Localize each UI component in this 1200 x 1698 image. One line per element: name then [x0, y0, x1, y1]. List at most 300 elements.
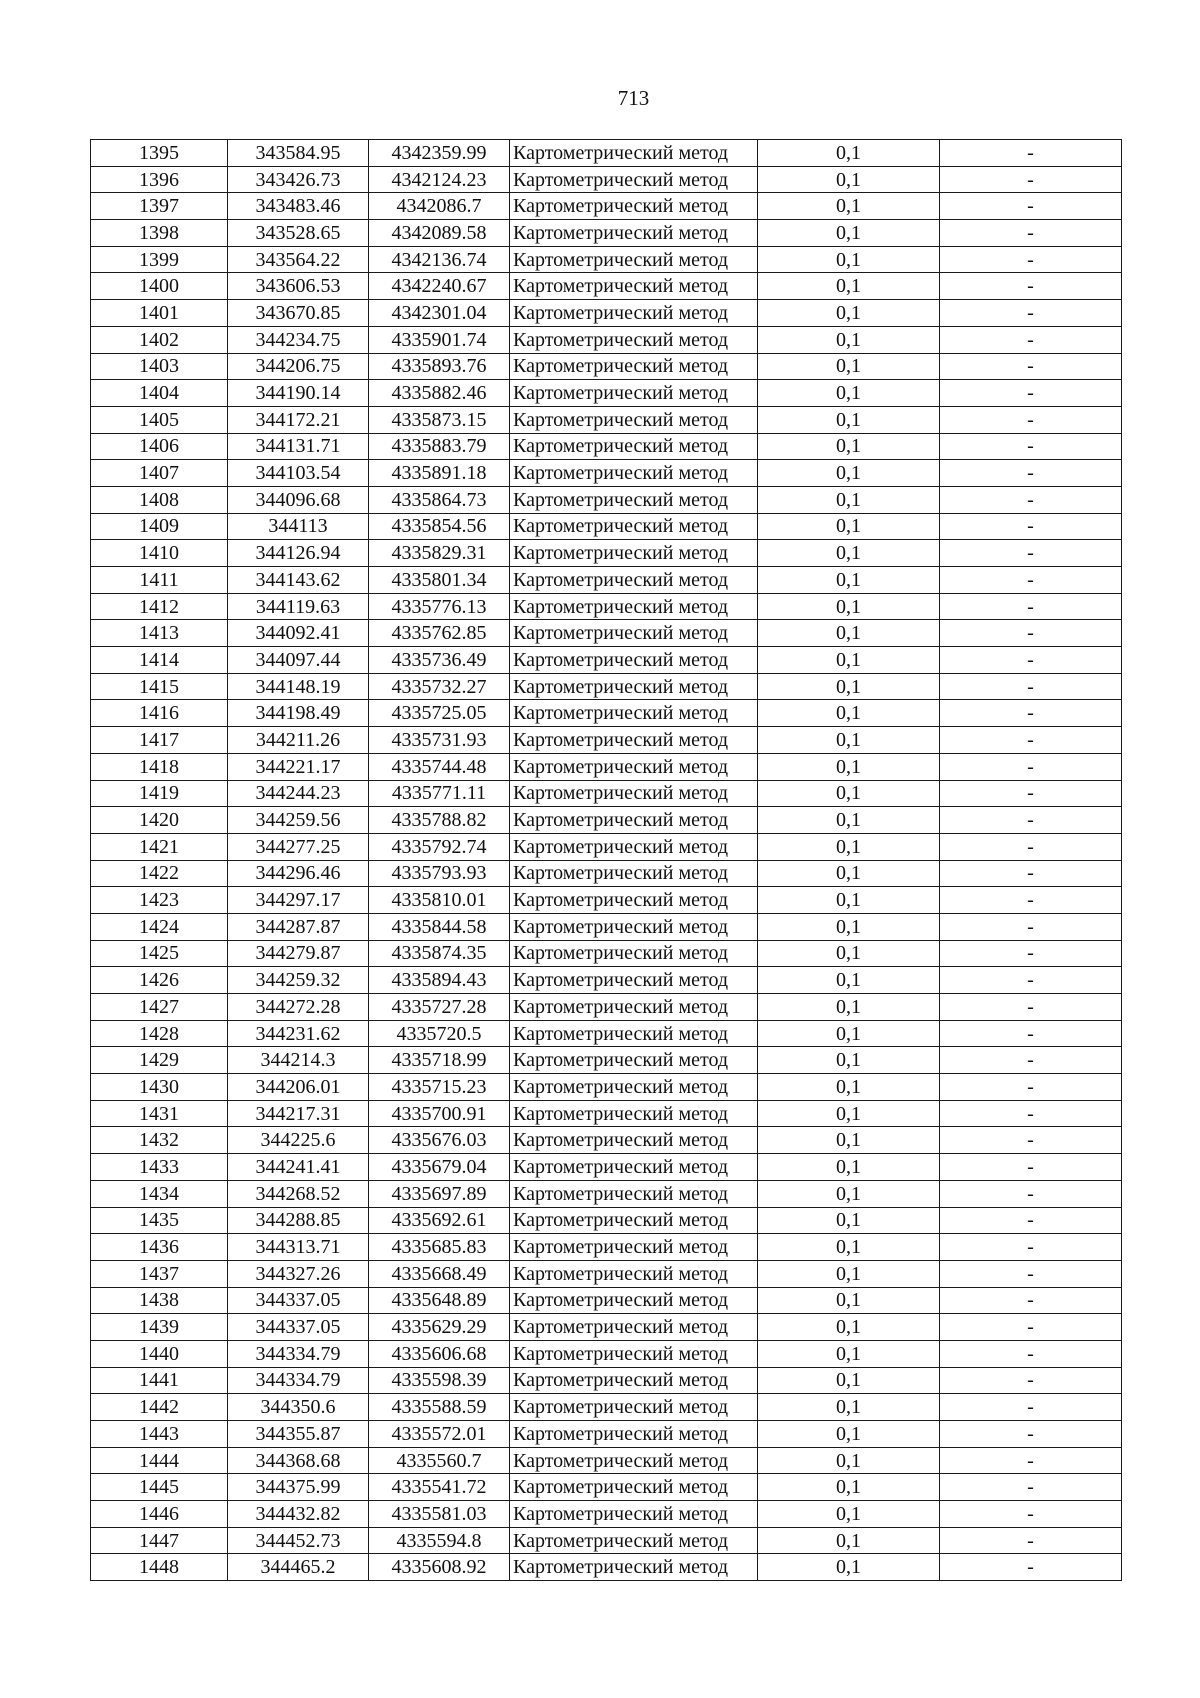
accuracy-cell: 0,1	[758, 860, 940, 887]
table-row	[91, 1367, 1122, 1394]
note-cell: -	[940, 1100, 1122, 1127]
table-row	[91, 967, 1122, 994]
note-cell: -	[940, 433, 1122, 460]
note-cell: -	[940, 780, 1122, 807]
point-number-cell: 1427	[91, 994, 228, 1021]
y-coordinate-cell: 4335891.18	[369, 460, 510, 487]
accuracy-cell: 0,1	[758, 326, 940, 353]
table-row	[91, 620, 1122, 647]
table-row	[91, 647, 1122, 674]
note-cell: -	[940, 727, 1122, 754]
y-coordinate-cell: 4335541.72	[369, 1474, 510, 1501]
point-number-cell: 1444	[91, 1447, 228, 1474]
point-number-cell: 1433	[91, 1154, 228, 1181]
note-cell: -	[940, 1340, 1122, 1367]
accuracy-cell: 0,1	[758, 246, 940, 273]
x-coordinate-cell: 344368.68	[228, 1447, 369, 1474]
table-row	[91, 1394, 1122, 1421]
y-coordinate-cell: 4335883.79	[369, 433, 510, 460]
y-coordinate-cell: 4335572.01	[369, 1421, 510, 1448]
table-row	[91, 1154, 1122, 1181]
note-cell: -	[940, 1154, 1122, 1181]
point-number-cell: 1424	[91, 913, 228, 940]
point-number-cell: 1445	[91, 1474, 228, 1501]
table-row	[91, 1074, 1122, 1101]
note-cell: -	[940, 647, 1122, 674]
x-coordinate-cell: 344113	[228, 513, 369, 540]
note-cell: -	[940, 1367, 1122, 1394]
method-cell: Картометрический метод	[510, 460, 758, 487]
point-number-cell: 1438	[91, 1287, 228, 1314]
table-row	[91, 1234, 1122, 1261]
x-coordinate-cell: 344297.17	[228, 887, 369, 914]
method-cell: Картометрический метод	[510, 1287, 758, 1314]
x-coordinate-cell: 343528.65	[228, 220, 369, 247]
table-row	[91, 833, 1122, 860]
accuracy-cell: 0,1	[758, 406, 940, 433]
method-cell: Картометрический метод	[510, 940, 758, 967]
y-coordinate-cell: 4342086.7	[369, 193, 510, 220]
y-coordinate-cell: 4335718.99	[369, 1047, 510, 1074]
table-row	[91, 1287, 1122, 1314]
method-cell: Картометрический метод	[510, 647, 758, 674]
note-cell: -	[940, 513, 1122, 540]
y-coordinate-cell: 4342359.99	[369, 140, 510, 167]
x-coordinate-cell: 344277.25	[228, 833, 369, 860]
point-number-cell: 1420	[91, 807, 228, 834]
method-cell: Картометрический метод	[510, 780, 758, 807]
accuracy-cell: 0,1	[758, 753, 940, 780]
x-coordinate-cell: 344350.6	[228, 1394, 369, 1421]
table-row	[91, 1260, 1122, 1287]
table-row	[91, 807, 1122, 834]
accuracy-cell: 0,1	[758, 780, 940, 807]
accuracy-cell: 0,1	[758, 140, 940, 167]
table-row	[91, 1527, 1122, 1554]
method-cell: Картометрический метод	[510, 1020, 758, 1047]
accuracy-cell: 0,1	[758, 620, 940, 647]
method-cell: Картометрический метод	[510, 540, 758, 567]
y-coordinate-cell: 4335727.28	[369, 994, 510, 1021]
accuracy-cell: 0,1	[758, 940, 940, 967]
accuracy-cell: 0,1	[758, 1234, 940, 1261]
table-row	[91, 1314, 1122, 1341]
x-coordinate-cell: 344296.46	[228, 860, 369, 887]
y-coordinate-cell: 4335606.68	[369, 1340, 510, 1367]
point-number-cell: 1443	[91, 1421, 228, 1448]
table-row	[91, 567, 1122, 594]
point-number-cell: 1442	[91, 1394, 228, 1421]
note-cell: -	[940, 1207, 1122, 1234]
accuracy-cell: 0,1	[758, 1260, 940, 1287]
table-row	[91, 1020, 1122, 1047]
y-coordinate-cell: 4335776.13	[369, 593, 510, 620]
point-number-cell: 1404	[91, 380, 228, 407]
note-cell: -	[940, 1127, 1122, 1154]
note-cell: -	[940, 1260, 1122, 1287]
table-row	[91, 1447, 1122, 1474]
method-cell: Картометрический метод	[510, 1154, 758, 1181]
table-row	[91, 1340, 1122, 1367]
table-row	[91, 406, 1122, 433]
x-coordinate-cell: 343670.85	[228, 300, 369, 327]
y-coordinate-cell: 4335594.8	[369, 1527, 510, 1554]
table-row	[91, 380, 1122, 407]
table-row	[91, 994, 1122, 1021]
x-coordinate-cell: 344234.75	[228, 326, 369, 353]
y-coordinate-cell: 4335629.29	[369, 1314, 510, 1341]
accuracy-cell: 0,1	[758, 647, 940, 674]
point-number-cell: 1441	[91, 1367, 228, 1394]
x-coordinate-cell: 344334.79	[228, 1367, 369, 1394]
x-coordinate-cell: 344103.54	[228, 460, 369, 487]
accuracy-cell: 0,1	[758, 486, 940, 513]
method-cell: Картометрический метод	[510, 1234, 758, 1261]
y-coordinate-cell: 4335874.35	[369, 940, 510, 967]
accuracy-cell: 0,1	[758, 1207, 940, 1234]
y-coordinate-cell: 4335793.93	[369, 860, 510, 887]
method-cell: Картометрический метод	[510, 1554, 758, 1581]
point-number-cell: 1447	[91, 1527, 228, 1554]
note-cell: -	[940, 246, 1122, 273]
accuracy-cell: 0,1	[758, 460, 940, 487]
accuracy-cell: 0,1	[758, 380, 940, 407]
accuracy-cell: 0,1	[758, 967, 940, 994]
accuracy-cell: 0,1	[758, 1314, 940, 1341]
note-cell: -	[940, 1180, 1122, 1207]
method-cell: Картометрический метод	[510, 807, 758, 834]
y-coordinate-cell: 4335676.03	[369, 1127, 510, 1154]
x-coordinate-cell: 344334.79	[228, 1340, 369, 1367]
table-row	[91, 1100, 1122, 1127]
table-row	[91, 140, 1122, 167]
method-cell: Картометрический метод	[510, 727, 758, 754]
table-row	[91, 1421, 1122, 1448]
point-number-cell: 1423	[91, 887, 228, 914]
accuracy-cell: 0,1	[758, 513, 940, 540]
note-cell: -	[940, 1314, 1122, 1341]
y-coordinate-cell: 4335810.01	[369, 887, 510, 914]
x-coordinate-cell: 344148.19	[228, 673, 369, 700]
table-row	[91, 673, 1122, 700]
method-cell: Картометрический метод	[510, 1394, 758, 1421]
note-cell: -	[940, 1234, 1122, 1261]
note-cell: -	[940, 486, 1122, 513]
table-row	[91, 727, 1122, 754]
y-coordinate-cell: 4335700.91	[369, 1100, 510, 1127]
method-cell: Картометрический метод	[510, 1047, 758, 1074]
point-number-cell: 1396	[91, 166, 228, 193]
x-coordinate-cell: 344143.62	[228, 567, 369, 594]
accuracy-cell: 0,1	[758, 1447, 940, 1474]
accuracy-cell: 0,1	[758, 273, 940, 300]
x-coordinate-cell: 343584.95	[228, 140, 369, 167]
y-coordinate-cell: 4335882.46	[369, 380, 510, 407]
method-cell: Картометрический метод	[510, 1207, 758, 1234]
table-row	[91, 780, 1122, 807]
table-row	[91, 1207, 1122, 1234]
y-coordinate-cell: 4335901.74	[369, 326, 510, 353]
y-coordinate-cell: 4335715.23	[369, 1074, 510, 1101]
x-coordinate-cell: 343564.22	[228, 246, 369, 273]
x-coordinate-cell: 344131.71	[228, 433, 369, 460]
point-number-cell: 1409	[91, 513, 228, 540]
method-cell: Картометрический метод	[510, 1501, 758, 1528]
point-number-cell: 1448	[91, 1554, 228, 1581]
note-cell: -	[940, 140, 1122, 167]
accuracy-cell: 0,1	[758, 1127, 940, 1154]
x-coordinate-cell: 344279.87	[228, 940, 369, 967]
point-number-cell: 1403	[91, 353, 228, 380]
method-cell: Картометрический метод	[510, 913, 758, 940]
x-coordinate-cell: 344211.26	[228, 727, 369, 754]
point-number-cell: 1413	[91, 620, 228, 647]
note-cell: -	[940, 1287, 1122, 1314]
y-coordinate-cell: 4335894.43	[369, 967, 510, 994]
table-row	[91, 326, 1122, 353]
accuracy-cell: 0,1	[758, 833, 940, 860]
note-cell: -	[940, 807, 1122, 834]
note-cell: -	[940, 353, 1122, 380]
x-coordinate-cell: 344172.21	[228, 406, 369, 433]
table-row	[91, 940, 1122, 967]
method-cell: Картометрический метод	[510, 567, 758, 594]
method-cell: Картометрический метод	[510, 220, 758, 247]
method-cell: Картометрический метод	[510, 140, 758, 167]
note-cell: -	[940, 1074, 1122, 1101]
point-number-cell: 1397	[91, 193, 228, 220]
point-number-cell: 1435	[91, 1207, 228, 1234]
point-number-cell: 1436	[91, 1234, 228, 1261]
accuracy-cell: 0,1	[758, 1154, 940, 1181]
method-cell: Картометрический метод	[510, 1447, 758, 1474]
note-cell: -	[940, 1527, 1122, 1554]
point-number-cell: 1417	[91, 727, 228, 754]
table-row	[91, 540, 1122, 567]
note-cell: -	[940, 166, 1122, 193]
x-coordinate-cell: 344126.94	[228, 540, 369, 567]
method-cell: Картометрический метод	[510, 1367, 758, 1394]
point-number-cell: 1405	[91, 406, 228, 433]
point-number-cell: 1402	[91, 326, 228, 353]
note-cell: -	[940, 1020, 1122, 1047]
accuracy-cell: 0,1	[758, 1421, 940, 1448]
point-number-cell: 1400	[91, 273, 228, 300]
accuracy-cell: 0,1	[758, 1074, 940, 1101]
accuracy-cell: 0,1	[758, 1047, 940, 1074]
note-cell: -	[940, 300, 1122, 327]
x-coordinate-cell: 344268.52	[228, 1180, 369, 1207]
method-cell: Картометрический метод	[510, 246, 758, 273]
accuracy-cell: 0,1	[758, 166, 940, 193]
point-number-cell: 1410	[91, 540, 228, 567]
point-number-cell: 1432	[91, 1127, 228, 1154]
accuracy-cell: 0,1	[758, 673, 940, 700]
x-coordinate-cell: 344206.75	[228, 353, 369, 380]
x-coordinate-cell: 343606.53	[228, 273, 369, 300]
y-coordinate-cell: 4335873.15	[369, 406, 510, 433]
accuracy-cell: 0,1	[758, 727, 940, 754]
point-number-cell: 1412	[91, 593, 228, 620]
table-row	[91, 300, 1122, 327]
y-coordinate-cell: 4335588.59	[369, 1394, 510, 1421]
table-row	[91, 753, 1122, 780]
note-cell: -	[940, 1394, 1122, 1421]
method-cell: Картометрический метод	[510, 380, 758, 407]
note-cell: -	[940, 593, 1122, 620]
note-cell: -	[940, 700, 1122, 727]
x-coordinate-cell: 344206.01	[228, 1074, 369, 1101]
x-coordinate-cell: 344375.99	[228, 1474, 369, 1501]
note-cell: -	[940, 540, 1122, 567]
table-row	[91, 460, 1122, 487]
y-coordinate-cell: 4335801.34	[369, 567, 510, 594]
accuracy-cell: 0,1	[758, 1501, 940, 1528]
y-coordinate-cell: 4342124.23	[369, 166, 510, 193]
x-coordinate-cell: 344452.73	[228, 1527, 369, 1554]
note-cell: -	[940, 940, 1122, 967]
table-row	[91, 1554, 1122, 1581]
method-cell: Картометрический метод	[510, 860, 758, 887]
x-coordinate-cell: 343426.73	[228, 166, 369, 193]
accuracy-cell: 0,1	[758, 1554, 940, 1581]
accuracy-cell: 0,1	[758, 887, 940, 914]
table-row	[91, 166, 1122, 193]
note-cell: -	[940, 887, 1122, 914]
accuracy-cell: 0,1	[758, 300, 940, 327]
point-number-cell: 1418	[91, 753, 228, 780]
point-number-cell: 1430	[91, 1074, 228, 1101]
method-cell: Картометрический метод	[510, 620, 758, 647]
y-coordinate-cell: 4335771.11	[369, 780, 510, 807]
y-coordinate-cell: 4335829.31	[369, 540, 510, 567]
y-coordinate-cell: 4335685.83	[369, 1234, 510, 1261]
y-coordinate-cell: 4335692.61	[369, 1207, 510, 1234]
point-number-cell: 1425	[91, 940, 228, 967]
method-cell: Картометрический метод	[510, 326, 758, 353]
y-coordinate-cell: 4335844.58	[369, 913, 510, 940]
y-coordinate-cell: 4335648.89	[369, 1287, 510, 1314]
table-row	[91, 246, 1122, 273]
point-number-cell: 1446	[91, 1501, 228, 1528]
accuracy-cell: 0,1	[758, 220, 940, 247]
y-coordinate-cell: 4335736.49	[369, 647, 510, 674]
y-coordinate-cell: 4342089.58	[369, 220, 510, 247]
method-cell: Картометрический метод	[510, 700, 758, 727]
y-coordinate-cell: 4335732.27	[369, 673, 510, 700]
x-coordinate-cell: 344259.32	[228, 967, 369, 994]
point-number-cell: 1406	[91, 433, 228, 460]
method-cell: Картометрический метод	[510, 753, 758, 780]
accuracy-cell: 0,1	[758, 1474, 940, 1501]
method-cell: Картометрический метод	[510, 513, 758, 540]
point-number-cell: 1408	[91, 486, 228, 513]
point-number-cell: 1421	[91, 833, 228, 860]
coordinates-table-body	[91, 140, 1122, 1581]
y-coordinate-cell: 4335598.39	[369, 1367, 510, 1394]
accuracy-cell: 0,1	[758, 1340, 940, 1367]
y-coordinate-cell: 4335864.73	[369, 486, 510, 513]
note-cell: -	[940, 406, 1122, 433]
y-coordinate-cell: 4342240.67	[369, 273, 510, 300]
y-coordinate-cell: 4335854.56	[369, 513, 510, 540]
note-cell: -	[940, 1047, 1122, 1074]
note-cell: -	[940, 380, 1122, 407]
accuracy-cell: 0,1	[758, 353, 940, 380]
method-cell: Картометрический метод	[510, 1074, 758, 1101]
y-coordinate-cell: 4335679.04	[369, 1154, 510, 1181]
table-row	[91, 513, 1122, 540]
table-row	[91, 913, 1122, 940]
method-cell: Картометрический метод	[510, 1474, 758, 1501]
y-coordinate-cell: 4335581.03	[369, 1501, 510, 1528]
accuracy-cell: 0,1	[758, 1527, 940, 1554]
table-row	[91, 1180, 1122, 1207]
note-cell: -	[940, 833, 1122, 860]
y-coordinate-cell: 4342136.74	[369, 246, 510, 273]
note-cell: -	[940, 273, 1122, 300]
method-cell: Картометрический метод	[510, 406, 758, 433]
point-number-cell: 1407	[91, 460, 228, 487]
point-number-cell: 1415	[91, 673, 228, 700]
point-number-cell: 1439	[91, 1314, 228, 1341]
point-number-cell: 1399	[91, 246, 228, 273]
point-number-cell: 1401	[91, 300, 228, 327]
point-number-cell: 1429	[91, 1047, 228, 1074]
note-cell: -	[940, 1501, 1122, 1528]
y-coordinate-cell: 4335697.89	[369, 1180, 510, 1207]
accuracy-cell: 0,1	[758, 193, 940, 220]
table-row	[91, 1501, 1122, 1528]
method-cell: Картометрический метод	[510, 1100, 758, 1127]
point-number-cell: 1414	[91, 647, 228, 674]
y-coordinate-cell: 4335792.74	[369, 833, 510, 860]
method-cell: Картометрический метод	[510, 593, 758, 620]
table-row	[91, 193, 1122, 220]
accuracy-cell: 0,1	[758, 1287, 940, 1314]
point-number-cell: 1428	[91, 1020, 228, 1047]
accuracy-cell: 0,1	[758, 1394, 940, 1421]
x-coordinate-cell: 344225.6	[228, 1127, 369, 1154]
note-cell: -	[940, 326, 1122, 353]
point-number-cell: 1422	[91, 860, 228, 887]
accuracy-cell: 0,1	[758, 433, 940, 460]
accuracy-cell: 0,1	[758, 807, 940, 834]
accuracy-cell: 0,1	[758, 593, 940, 620]
accuracy-cell: 0,1	[758, 540, 940, 567]
x-coordinate-cell: 344272.28	[228, 994, 369, 1021]
x-coordinate-cell: 344287.87	[228, 913, 369, 940]
method-cell: Картометрический метод	[510, 273, 758, 300]
x-coordinate-cell: 344465.2	[228, 1554, 369, 1581]
note-cell: -	[940, 967, 1122, 994]
accuracy-cell: 0,1	[758, 994, 940, 1021]
method-cell: Картометрический метод	[510, 833, 758, 860]
point-number-cell: 1398	[91, 220, 228, 247]
accuracy-cell: 0,1	[758, 913, 940, 940]
accuracy-cell: 0,1	[758, 1180, 940, 1207]
y-coordinate-cell: 4335608.92	[369, 1554, 510, 1581]
note-cell: -	[940, 673, 1122, 700]
method-cell: Картометрический метод	[510, 673, 758, 700]
point-number-cell: 1437	[91, 1260, 228, 1287]
point-number-cell: 1426	[91, 967, 228, 994]
x-coordinate-cell: 344217.31	[228, 1100, 369, 1127]
x-coordinate-cell: 344214.3	[228, 1047, 369, 1074]
accuracy-cell: 0,1	[758, 700, 940, 727]
y-coordinate-cell: 4335725.05	[369, 700, 510, 727]
note-cell: -	[940, 460, 1122, 487]
